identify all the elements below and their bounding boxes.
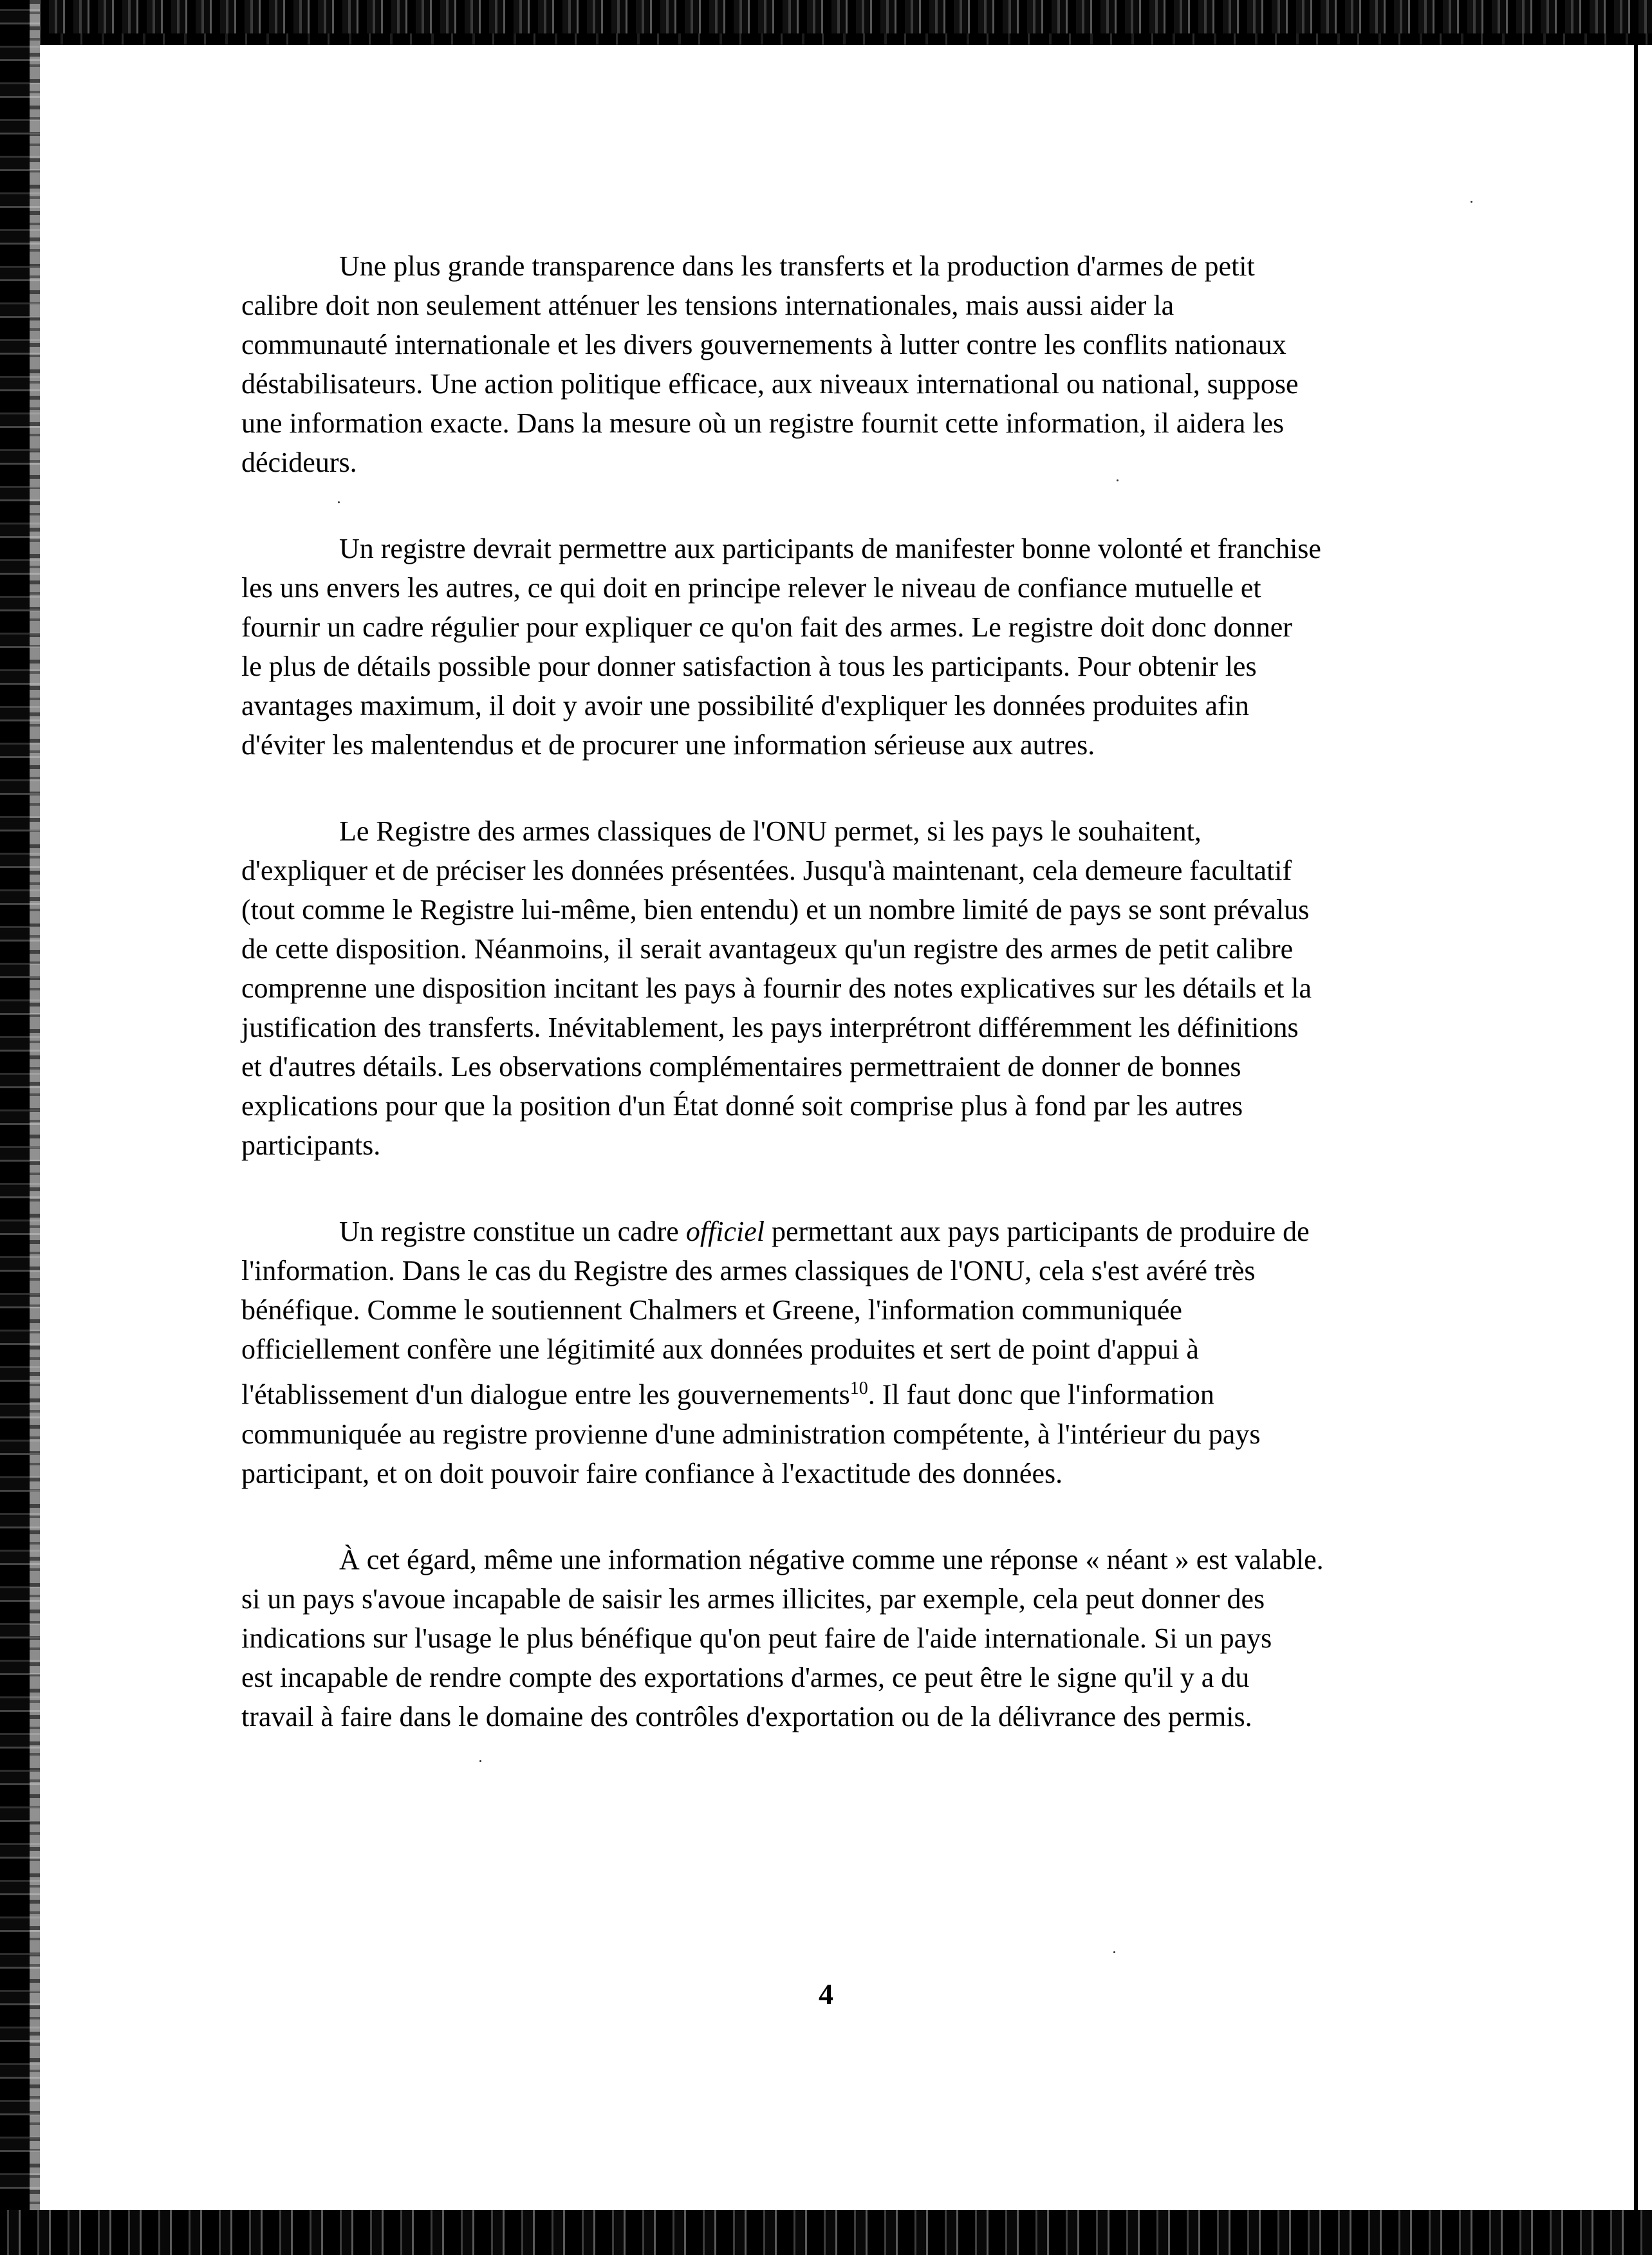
emphasis-officiel: officiel <box>685 1216 765 1247</box>
paragraph-3 <box>241 812 1499 1165</box>
text-line: indications sur l'usage le plus bénéfique qu'on peut faire de l'aide internationale. Si un pays <box>241 1622 1272 1654</box>
text-line: est incapable de rendre compte des exportations d'armes, ce peut être le signe qu'il y a du <box>241 1661 1250 1693</box>
scan-speck <box>1113 1951 1115 1953</box>
text-line: une information exacte. Dans la mesure où un registre fournit cette information, il aidera les <box>241 407 1285 439</box>
text-line: bénéfique. Comme le soutiennent Chalmers et Greene, l'information communiquée <box>241 1294 1182 1326</box>
text-line: explications pour que la position d'un État donné soit comprise plus à fond par les autres <box>241 1090 1243 1122</box>
text-line: décideurs. <box>241 447 357 478</box>
text-run: l'établissement d'un dialogue entre les gouvernements <box>241 1378 850 1411</box>
text-line: l'information. Dans le cas du Registre des armes classiques de l'ONU, cela s'est avéré très <box>241 1255 1256 1286</box>
scan-border-left <box>0 0 40 2255</box>
paragraph-1 <box>241 246 1499 482</box>
text-run: permettant aux pays participants de produire de <box>765 1216 1310 1247</box>
text-line: communauté internationale et les divers gouvernements à lutter contre les conflits nationaux <box>241 329 1286 360</box>
text-line: À cet égard, même une information négative comme une réponse « néant » est valable. <box>339 1543 1324 1575</box>
text-line: travail à faire dans le domaine des contrôles d'exportation ou de la délivrance des permis. <box>241 1700 1252 1732</box>
text-line: justification des transferts. Inévitablement, les pays interprétront différemment les définitions <box>241 1012 1299 1043</box>
text-run: . Il faut donc que l'information <box>868 1378 1214 1411</box>
text-line: calibre doit non seulement atténuer les tensions internationales, mais aussi aider la <box>241 290 1174 321</box>
text-line <box>241 1212 1499 1251</box>
scan-border-top <box>0 0 1652 45</box>
text-line: déstabilisateurs. Une action politique efficace, aux niveaux international ou national, suppose <box>241 368 1299 400</box>
text-line: Un registre devrait permettre aux participants de manifester bonne volonté et franchise <box>339 533 1321 564</box>
paragraph-2 <box>241 529 1499 765</box>
text-line: (tout comme le Registre lui-même, bien entendu) et un nombre limité de pays se sont prévalus <box>241 894 1310 925</box>
footnote-reference: 10 <box>849 1378 868 1398</box>
text-run: Un registre constitue un cadre <box>339 1216 686 1247</box>
paragraph-4 <box>241 1212 1499 1493</box>
text-line: communiquée au registre provienne d'une administration compétente, à l'intérieur du pays <box>241 1418 1261 1450</box>
text-line: participants. <box>241 1129 381 1161</box>
document-body <box>241 246 1499 1783</box>
text-line: si un pays s'avoue incapable de saisir les armes illicites, par exemple, cela peut donner des <box>241 1582 1265 1615</box>
text-line: et d'autres détails. Les observations complémentaires permettraient de donner de bonnes <box>241 1051 1241 1082</box>
text-line: d'expliquer et de préciser les données présentées. Jusqu'à maintenant, cela demeure facultatif <box>241 855 1292 886</box>
text-line: officiellement confère une légitimité aux données produites et sert de point d'appui à <box>241 1333 1199 1365</box>
text-line: de cette disposition. Néanmoins, il serait avantageux qu'un registre des armes de petit calibre <box>241 933 1294 965</box>
paragraph-5 <box>241 1540 1499 1736</box>
text-line: avantages maximum, il doit y avoir une possibilité d'expliquer les données produites afin <box>241 690 1249 721</box>
text-line: les uns envers les autres, ce qui doit en principe relever le niveau de confiance mutuelle et <box>241 572 1261 604</box>
text-line: d'éviter les malentendus et de procurer une information sérieuse aux autres. <box>241 729 1095 761</box>
text-line: fournir un cadre régulier pour expliquer ce qu'on fait des armes. Le registre doit donc donner <box>241 611 1292 643</box>
text-line: le plus de détails possible pour donner satisfaction à tous les participants. Pour obtenir les <box>241 651 1257 682</box>
scan-border-right <box>1633 45 1652 2210</box>
text-line: participant, et on doit pouvoir faire confiance à l'exactitude des données. <box>241 1457 1063 1489</box>
text-line: comprenne une disposition incitant les pays à fournir des notes explicatives sur les détails et la <box>241 972 1312 1004</box>
text-line <box>241 1369 1499 1415</box>
page-number: 4 <box>819 1978 833 2010</box>
text-line: Une plus grande transparence dans les transferts et la production d'armes de petit <box>339 250 1255 282</box>
scan-border-bottom <box>0 2210 1652 2255</box>
text-line: Le Registre des armes classiques de l'ONU permet, si les pays le souhaitent, <box>339 815 1202 847</box>
scan-speck <box>1471 201 1472 203</box>
